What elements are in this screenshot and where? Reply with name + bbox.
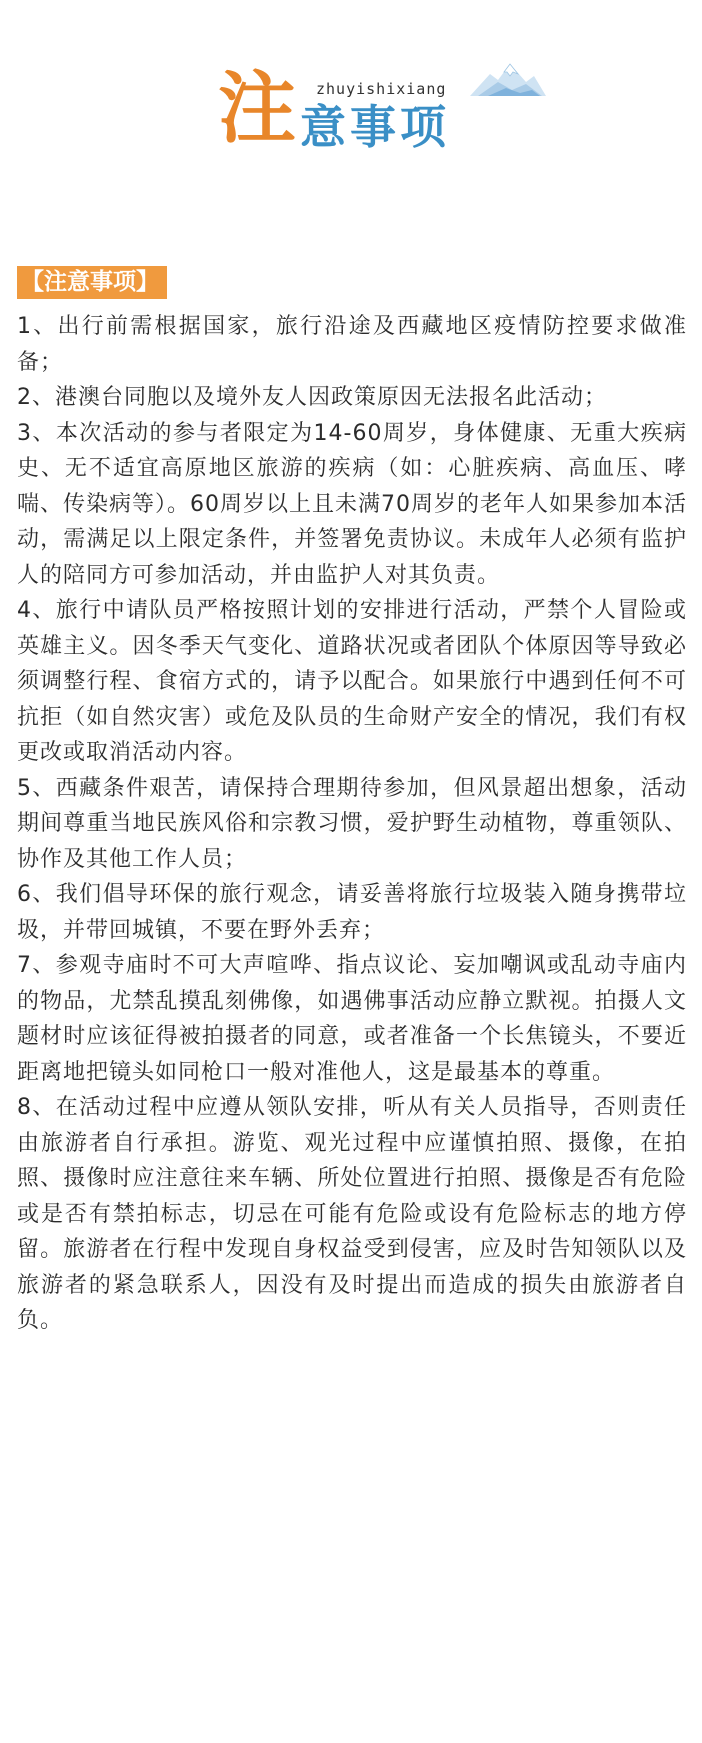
- mountain-icon: [468, 60, 548, 100]
- page-header: [0, 60, 702, 170]
- notice-item-1: 1、出行前需根据国家，旅行沿途及西藏地区疫情防控要求做准备；: [17, 314, 687, 375]
- title-first-char: 注: [218, 64, 297, 154]
- section-tag: 【注意事项】: [17, 266, 167, 299]
- notice-item-6: 6、我们倡导环保的旅行观念，请妥善将旅行垃圾装入随身携带垃圾，并带回城镇，不要在野外丢弃；: [17, 882, 687, 943]
- title-logo: [218, 60, 548, 170]
- notice-list: [17, 309, 687, 1339]
- notice-item-2: 2、港澳台同胞以及境外友人因政策原因无法报名此活动；: [17, 385, 607, 410]
- notice-item-7: 7、参观寺庙时不可大声喧哗、指点议论、妄加嘲讽或乱动寺庙内的物品，尤禁乱摸乱刻佛像，如遇佛事活动应静立默视。拍摄人文题材时应该征得被拍摄者的同意，或者准备一个长焦镜头，不要近距离地把镜头如同枪口一般对准他人，这是最基本的尊重。: [17, 953, 687, 1085]
- notice-item-3: 3、本次活动的参与者限定为14-60周岁，身体健康、无重大疾病史、无不适宜高原地区旅游的疾病（如：心脏疾病、高血压、哮喘、传染病等）。60周岁以上且未满70周岁的老年人如果参加本活动，需满足以上限定条件，并签署免责协议。未成年人必须有监护人的陪同方可参加活动，并由监护人对其负责。: [17, 420, 687, 588]
- notice-item-5: 5、西藏条件艰苦，请保持合理期待参加，但风景超出想象，活动期间尊重当地民族风俗和宗教习惯，爱护野生动植物，尊重领队、协作及其他工作人员；: [17, 775, 687, 872]
- notice-item-8: 8、在活动过程中应遵从领队安排，听从有关人员指导，否则责任由旅游者自行承担。游览、观光过程中应谨慎拍照、摄像，在拍照、摄像时应注意往来车辆、所处位置进行拍照、摄像是否有危险或是否有禁拍标志，切忌在可能有危险或设有危险标志的地方停留。旅游者在行程中发现自身权益受到侵害，应及时告知领队以及旅游者的紧急联系人，因没有及时提出而造成的损失由旅游者自负。: [17, 1095, 687, 1333]
- notice-item-4: 4、旅行中请队员严格按照计划的安排进行活动，严禁个人冒险或英雄主义。因冬季天气变化、道路状况或者团队个体原因等导致必须调整行程、食宿方式的，请予以配合。如果旅行中遇到任何不可抗拒（如自然灾害）或危及队员的生命财产安全的情况，我们有权更改或取消活动内容。: [17, 598, 687, 765]
- title-rest: 意事项: [300, 100, 450, 154]
- title-pinyin: zhuyishixiang: [316, 80, 447, 98]
- notice-section: [17, 266, 687, 1339]
